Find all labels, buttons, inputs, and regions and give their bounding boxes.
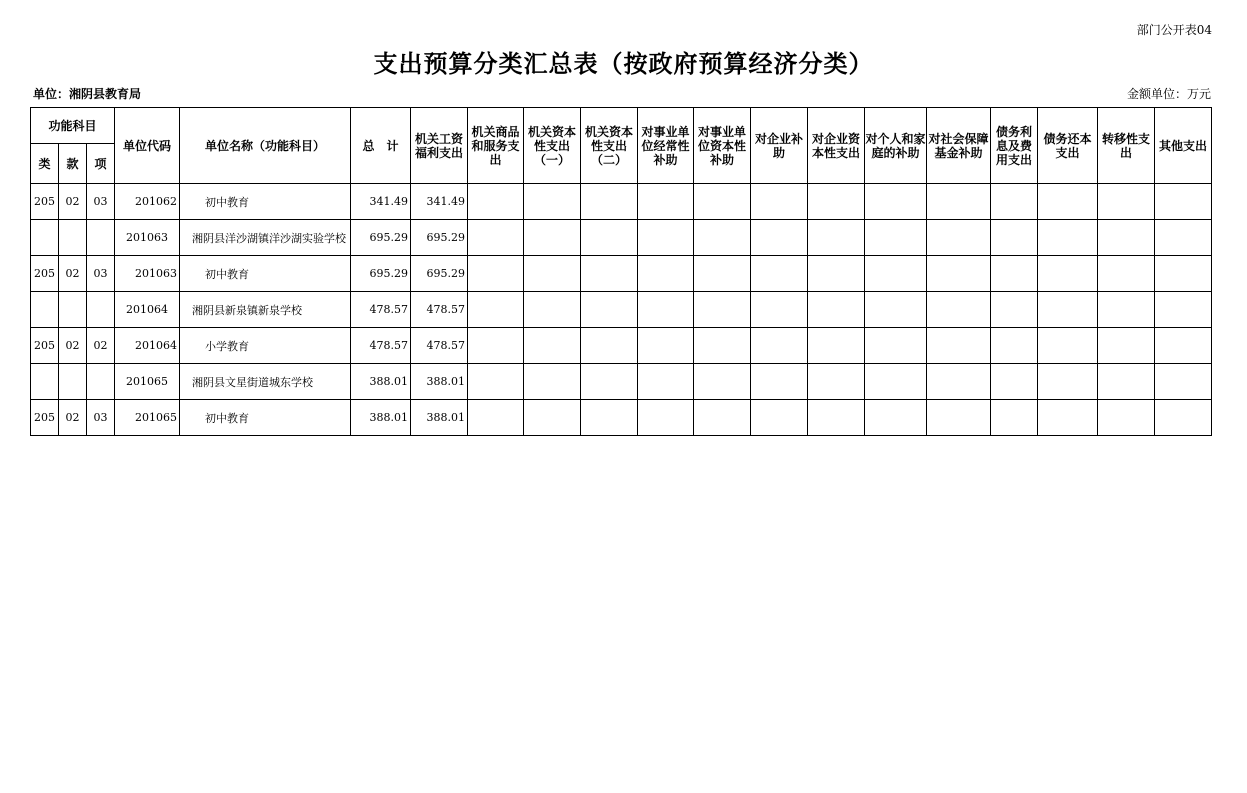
- cell-kuan: 02: [59, 256, 87, 292]
- cell-c12: [1038, 400, 1098, 436]
- cell-xiang: 03: [87, 256, 115, 292]
- cell-lei: [31, 220, 59, 256]
- cell-c8: [808, 292, 865, 328]
- cell-c14: [1155, 400, 1212, 436]
- cell-c3: [524, 220, 581, 256]
- cell-c6: [694, 220, 751, 256]
- cell-c5: [638, 292, 694, 328]
- cell-c13: [1098, 184, 1155, 220]
- cell-code: 201064: [115, 292, 180, 328]
- cell-c3: [524, 256, 581, 292]
- cell-c11: [991, 220, 1038, 256]
- cell-kuan: 02: [59, 400, 87, 436]
- cell-name: 初中教育: [180, 400, 351, 436]
- cell-c2: [468, 184, 524, 220]
- cell-c9: [865, 256, 927, 292]
- budget-table: [30, 107, 1212, 436]
- table-row: [31, 256, 1212, 292]
- cell-c11: [991, 256, 1038, 292]
- cell-c3: [524, 184, 581, 220]
- header-total: 总 计: [351, 108, 411, 184]
- cell-code: 201065: [115, 400, 180, 436]
- cell-c8: [808, 328, 865, 364]
- header-c6: 对事业单位资本性补助: [694, 108, 751, 184]
- cell-c10: [927, 220, 991, 256]
- cell-c6: [694, 184, 751, 220]
- cell-c1: 695.29: [411, 220, 468, 256]
- cell-xiang: 03: [87, 400, 115, 436]
- cell-lei: 205: [31, 328, 59, 364]
- header-c10: 对社会保障基金补助: [927, 108, 991, 184]
- cell-c2: [468, 292, 524, 328]
- page-title: 支出预算分类汇总表（按政府预算经济分类）: [373, 50, 874, 78]
- cell-c5: [638, 184, 694, 220]
- cell-code: 201065: [115, 364, 180, 400]
- header-xiang: 项: [87, 144, 115, 184]
- cell-c4: [581, 400, 638, 436]
- cell-c6: [694, 256, 751, 292]
- cell-c13: [1098, 400, 1155, 436]
- cell-c9: [865, 364, 927, 400]
- cell-xiang: 03: [87, 184, 115, 220]
- cell-c14: [1155, 184, 1212, 220]
- amount-unit-label: 金额单位：万元: [1126, 87, 1211, 101]
- cell-c2: [468, 400, 524, 436]
- cell-xiang: [87, 220, 115, 256]
- cell-c4: [581, 292, 638, 328]
- cell-c3: [524, 328, 581, 364]
- cell-c9: [865, 292, 927, 328]
- cell-kuan: [59, 364, 87, 400]
- cell-c8: [808, 220, 865, 256]
- cell-c11: [991, 184, 1038, 220]
- header-unit-name: 单位名称（功能科目）: [180, 108, 351, 184]
- cell-c3: [524, 400, 581, 436]
- cell-c1: 388.01: [411, 364, 468, 400]
- cell-c12: [1038, 328, 1098, 364]
- cell-c3: [524, 292, 581, 328]
- cell-c12: [1038, 364, 1098, 400]
- cell-xiang: [87, 364, 115, 400]
- cell-c7: [751, 328, 808, 364]
- cell-c10: [927, 292, 991, 328]
- cell-c5: [638, 256, 694, 292]
- cell-c4: [581, 328, 638, 364]
- header-unit-code: 单位代码: [115, 108, 180, 184]
- cell-name: 湘阴县洋沙湖镇洋沙湖实验学校: [180, 220, 351, 256]
- cell-c14: [1155, 364, 1212, 400]
- cell-c5: [638, 364, 694, 400]
- cell-c11: [991, 328, 1038, 364]
- header-c3: 机关资本性支出（一）: [524, 108, 581, 184]
- cell-c6: [694, 400, 751, 436]
- cell-c1: 695.29: [411, 256, 468, 292]
- cell-code: 201063: [115, 220, 180, 256]
- header-c8: 对企业资本性支出: [808, 108, 865, 184]
- header-c12: 债务还本支出: [1038, 108, 1098, 184]
- cell-c7: [751, 292, 808, 328]
- cell-c8: [808, 400, 865, 436]
- cell-c14: [1155, 292, 1212, 328]
- cell-c7: [751, 364, 808, 400]
- cell-c6: [694, 328, 751, 364]
- cell-code: 201063: [115, 256, 180, 292]
- cell-xiang: [87, 292, 115, 328]
- cell-lei: [31, 364, 59, 400]
- cell-name: 湘阴县文星街道城东学校: [180, 364, 351, 400]
- cell-c13: [1098, 220, 1155, 256]
- cell-c4: [581, 256, 638, 292]
- cell-c7: [751, 184, 808, 220]
- cell-c5: [638, 400, 694, 436]
- cell-c1: 478.57: [411, 292, 468, 328]
- header-c5: 对事业单位经常性补助: [638, 108, 694, 184]
- cell-total: 478.57: [351, 292, 411, 328]
- cell-c10: [927, 328, 991, 364]
- table-row: [31, 364, 1212, 400]
- cell-kuan: 02: [59, 184, 87, 220]
- cell-c7: [751, 256, 808, 292]
- cell-c12: [1038, 256, 1098, 292]
- cell-c13: [1098, 328, 1155, 364]
- cell-name: 初中教育: [180, 256, 351, 292]
- header-c14: 其他支出: [1155, 108, 1212, 184]
- cell-c7: [751, 220, 808, 256]
- cell-xiang: 02: [87, 328, 115, 364]
- cell-total: 388.01: [351, 364, 411, 400]
- header-lei: 类: [31, 144, 59, 184]
- cell-c13: [1098, 292, 1155, 328]
- table-row: [31, 400, 1212, 436]
- form-code: 部门公开表04: [1136, 23, 1212, 37]
- cell-total: 695.29: [351, 256, 411, 292]
- cell-c4: [581, 364, 638, 400]
- header-c11: 债务利息及费用支出: [991, 108, 1038, 184]
- cell-c2: [468, 220, 524, 256]
- cell-c10: [927, 364, 991, 400]
- cell-total: 478.57: [351, 328, 411, 364]
- header-kuan: 款: [59, 144, 87, 184]
- cell-total: 695.29: [351, 220, 411, 256]
- header-c1: 机关工资福利支出: [411, 108, 468, 184]
- header-c7: 对企业补助: [751, 108, 808, 184]
- cell-c9: [865, 328, 927, 364]
- cell-c7: [751, 400, 808, 436]
- cell-total: 388.01: [351, 400, 411, 436]
- cell-c11: [991, 292, 1038, 328]
- cell-c14: [1155, 220, 1212, 256]
- cell-c12: [1038, 184, 1098, 220]
- header-func-subject: 功能科目: [31, 108, 115, 144]
- cell-c10: [927, 256, 991, 292]
- cell-c2: [468, 328, 524, 364]
- cell-c2: [468, 364, 524, 400]
- cell-c11: [991, 364, 1038, 400]
- cell-total: 341.49: [351, 184, 411, 220]
- cell-c13: [1098, 256, 1155, 292]
- cell-c9: [865, 184, 927, 220]
- cell-c8: [808, 364, 865, 400]
- header-c13: 转移性支出: [1098, 108, 1155, 184]
- cell-kuan: [59, 292, 87, 328]
- cell-lei: 205: [31, 400, 59, 436]
- cell-c9: [865, 400, 927, 436]
- cell-code: 201062: [115, 184, 180, 220]
- cell-c8: [808, 184, 865, 220]
- table-row: [31, 292, 1212, 328]
- table-row: [31, 220, 1212, 256]
- cell-c10: [927, 184, 991, 220]
- table-body: [31, 184, 1212, 436]
- cell-code: 201064: [115, 328, 180, 364]
- cell-c14: [1155, 256, 1212, 292]
- cell-c4: [581, 220, 638, 256]
- table-row: [31, 328, 1212, 364]
- cell-c10: [927, 400, 991, 436]
- cell-c5: [638, 328, 694, 364]
- cell-lei: 205: [31, 256, 59, 292]
- header-c2: 机关商品和服务支出: [468, 108, 524, 184]
- cell-c1: 388.01: [411, 400, 468, 436]
- cell-kuan: 02: [59, 328, 87, 364]
- cell-name: 湘阴县新泉镇新泉学校: [180, 292, 351, 328]
- cell-c5: [638, 220, 694, 256]
- cell-c4: [581, 184, 638, 220]
- cell-c14: [1155, 328, 1212, 364]
- header-c4: 机关资本性支出（二）: [581, 108, 638, 184]
- unit-label: 单位：湘阴县教育局: [33, 87, 142, 101]
- cell-c8: [808, 256, 865, 292]
- cell-lei: 205: [31, 184, 59, 220]
- cell-c2: [468, 256, 524, 292]
- cell-c12: [1038, 220, 1098, 256]
- table-row: [31, 184, 1212, 220]
- header-c9: 对个人和家庭的补助: [865, 108, 927, 184]
- cell-c6: [694, 292, 751, 328]
- cell-lei: [31, 292, 59, 328]
- cell-name: 初中教育: [180, 184, 351, 220]
- cell-c11: [991, 400, 1038, 436]
- cell-c1: 478.57: [411, 328, 468, 364]
- cell-c12: [1038, 292, 1098, 328]
- cell-name: 小学教育: [180, 328, 351, 364]
- cell-c3: [524, 364, 581, 400]
- cell-c9: [865, 220, 927, 256]
- cell-kuan: [59, 220, 87, 256]
- cell-c13: [1098, 364, 1155, 400]
- cell-c1: 341.49: [411, 184, 468, 220]
- cell-c6: [694, 364, 751, 400]
